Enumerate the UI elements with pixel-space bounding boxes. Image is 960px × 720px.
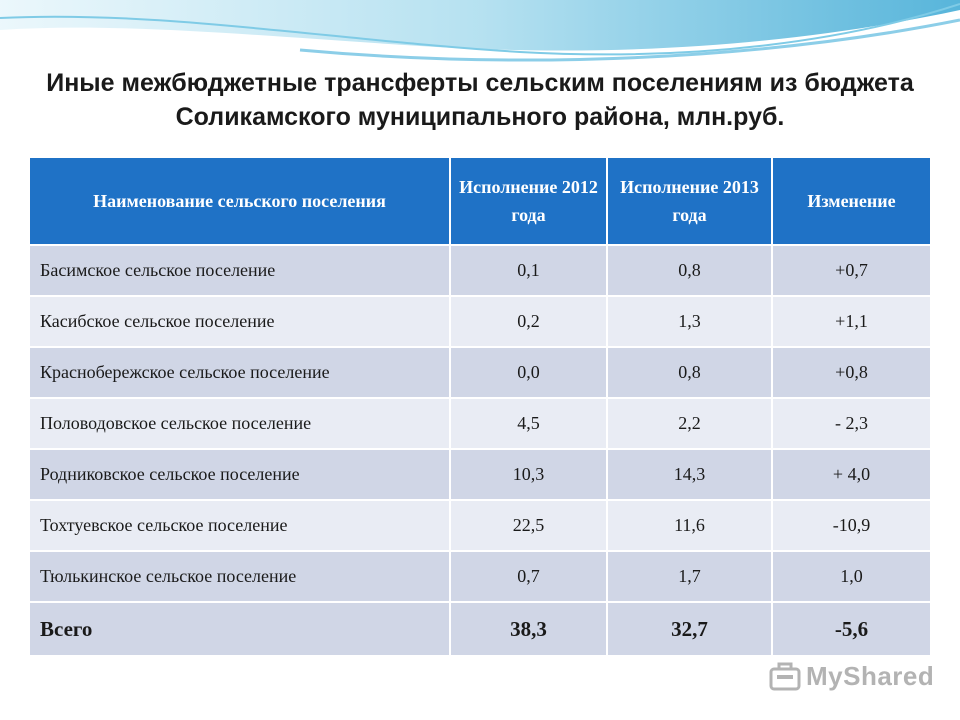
change-cell: -10,9	[772, 500, 930, 551]
myshared-watermark	[768, 656, 934, 696]
value-2012-cell: 22,5	[450, 500, 607, 551]
table-header-row	[30, 158, 930, 245]
value-2013-cell: 14,3	[607, 449, 772, 500]
change-cell: +0,7	[772, 245, 930, 296]
total-2013-cell: 32,7	[607, 602, 772, 655]
total-2012-cell: 38,3	[450, 602, 607, 655]
value-2012-cell: 0,7	[450, 551, 607, 602]
settlement-name-cell: Половодовское сельское поселение	[30, 398, 450, 449]
column-header-2013: Исполнение 2013 года	[607, 158, 772, 245]
value-2012-cell: 0,2	[450, 296, 607, 347]
value-2012-cell: 0,1	[450, 245, 607, 296]
value-2013-cell: 2,2	[607, 398, 772, 449]
table-row	[30, 347, 930, 398]
table-row	[30, 296, 930, 347]
change-cell: 1,0	[772, 551, 930, 602]
value-2013-cell: 1,7	[607, 551, 772, 602]
total-change-cell: -5,6	[772, 602, 930, 655]
table-row	[30, 551, 930, 602]
slide-title: Иные межбюджетные трансферты сельским поселениям из бюджета Соликамского муниципального района, млн.руб.	[46, 69, 914, 131]
transfers-table	[30, 158, 930, 655]
value-2013-cell: 11,6	[607, 500, 772, 551]
column-header-name: Наименование сельского поселения	[30, 158, 450, 245]
settlement-name-cell: Тюлькинское сельское поселение	[30, 551, 450, 602]
value-2012-cell: 4,5	[450, 398, 607, 449]
column-header-2012: Исполнение 2012 года	[450, 158, 607, 245]
settlement-name-cell: Краснобережское сельское поселение	[30, 347, 450, 398]
value-2013-cell: 0,8	[607, 245, 772, 296]
table-row	[30, 398, 930, 449]
column-header-change: Изменение	[772, 158, 930, 245]
settlement-name-cell: Тохтуевское сельское поселение	[30, 500, 450, 551]
change-cell: + 4,0	[772, 449, 930, 500]
table-row	[30, 449, 930, 500]
settlement-name-cell: Родниковское сельское поселение	[30, 449, 450, 500]
value-2012-cell: 0,0	[450, 347, 607, 398]
settlement-name-cell: Басимское сельское поселение	[30, 245, 450, 296]
settlement-name-cell: Касибское сельское поселение	[30, 296, 450, 347]
table-total-row	[30, 602, 930, 655]
value-2013-cell: 1,3	[607, 296, 772, 347]
table-row	[30, 245, 930, 296]
total-label-cell: Всего	[30, 602, 450, 655]
watermark-text: MyShared	[806, 660, 935, 691]
change-cell: +0,8	[772, 347, 930, 398]
table-row	[30, 500, 930, 551]
myshared-logo-icon	[768, 659, 802, 693]
change-cell: +1,1	[772, 296, 930, 347]
value-2013-cell: 0,8	[607, 347, 772, 398]
value-2012-cell: 10,3	[450, 449, 607, 500]
change-cell: - 2,3	[772, 398, 930, 449]
